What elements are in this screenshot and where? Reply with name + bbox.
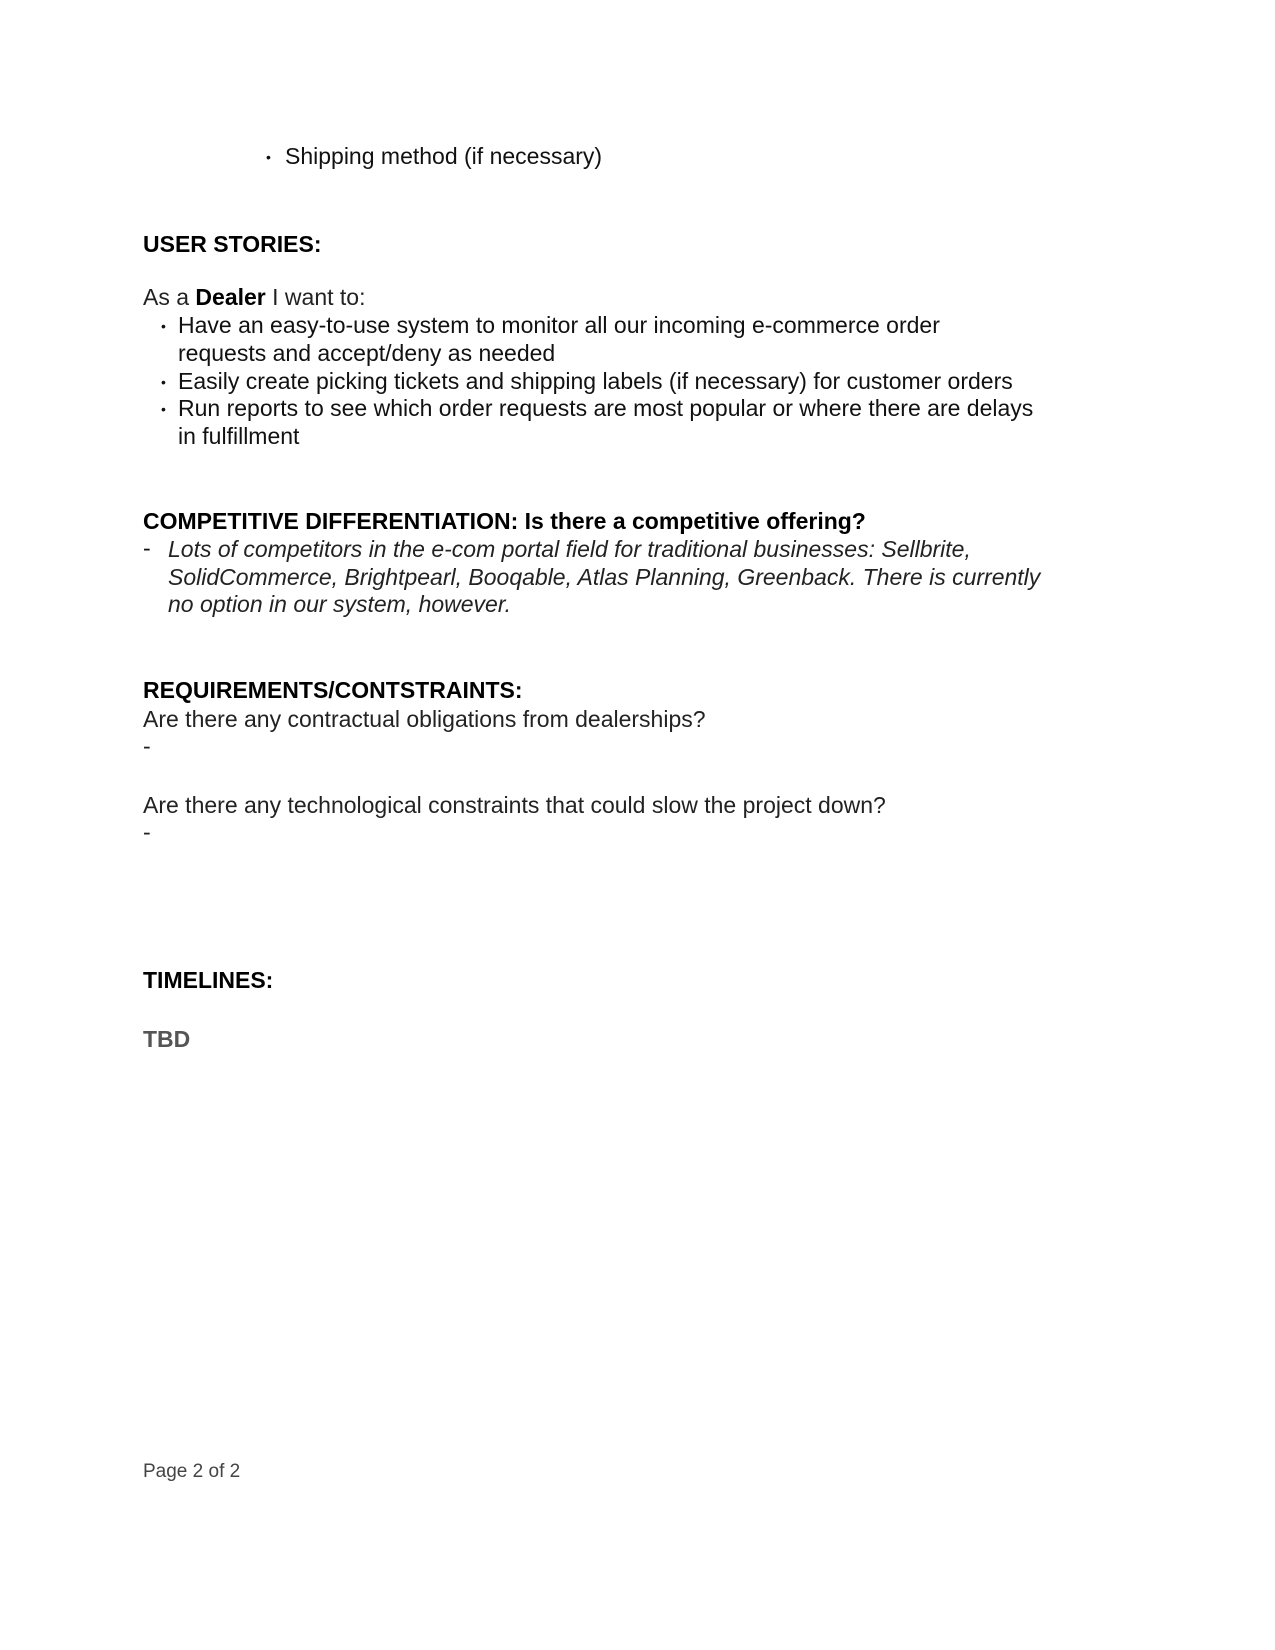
user-stories-heading: USER STORIES:	[143, 231, 322, 257]
intro-role: Dealer	[195, 284, 266, 310]
competitive-dash: -	[143, 535, 151, 561]
requirements-heading: REQUIREMENTS/CONTSTRAINTS:	[143, 677, 523, 703]
requirements-question-2: Are there any technological constraints that could slow the project down?	[143, 792, 886, 818]
requirements-answer-2: -	[143, 819, 151, 845]
shipping-method-bullet: Shipping method (if necessary)	[285, 143, 603, 169]
bullet-dot: •	[161, 401, 166, 417]
bullet-dot: •	[161, 318, 166, 334]
user-story-1-line2: requests and accept/deny as needed	[178, 340, 556, 366]
competitive-heading: COMPETITIVE DIFFERENTIATION: Is there a competitive offering?	[143, 508, 866, 534]
requirements-answer-1: -	[143, 733, 151, 759]
timelines-heading: TIMELINES:	[143, 967, 274, 993]
user-story-3-line1: Run reports to see which order requests are most popular or where there are delays	[178, 395, 1034, 421]
intro-suffix: I want to:	[265, 284, 366, 310]
page-number: Page 2 of 2	[143, 1461, 241, 1482]
competitive-line-1: Lots of competitors in the e-com portal field for traditional businesses: Sellbrite,	[168, 536, 971, 562]
user-story-3-line2: in fulfillment	[178, 423, 300, 449]
intro-prefix: As a	[143, 284, 196, 310]
timelines-value: TBD	[143, 1026, 191, 1052]
bullet-dot: •	[266, 149, 271, 165]
requirements-question-1: Are there any contractual obligations from dealerships?	[143, 706, 706, 732]
competitive-line-3: no option in our system, however.	[168, 591, 512, 617]
user-stories-intro	[143, 283, 365, 311]
user-story-2-line1: Easily create picking tickets and shipping labels (if necessary) for customer orders	[178, 368, 1013, 394]
competitive-line-2: SolidCommerce, Brightpearl, Booqable, Atlas Planning, Greenback. There is currently	[168, 564, 1041, 590]
bullet-dot: •	[161, 374, 166, 390]
user-story-1-line1: Have an easy-to-use system to monitor all our incoming e-commerce order	[178, 312, 940, 338]
